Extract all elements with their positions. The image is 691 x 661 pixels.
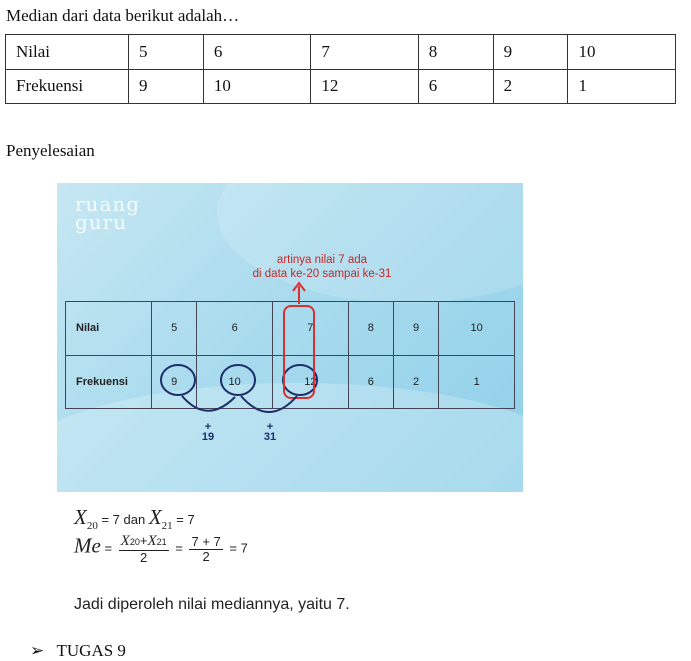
plus-sign: + [204, 421, 212, 433]
frequency-cell: 10 [197, 355, 273, 409]
value-cell: 5 [129, 35, 204, 70]
math-variable: Me [74, 533, 101, 558]
table-row [6, 35, 676, 70]
solution-figure [57, 183, 523, 492]
math-text: dan [123, 512, 146, 527]
math-text: = [175, 540, 183, 556]
math-line-1 [74, 505, 195, 532]
math-text: = 7 [176, 512, 195, 527]
sum-label [259, 422, 281, 442]
math-subscript: 21 [156, 537, 167, 547]
sum-value: 19 [201, 431, 215, 443]
value-cell: 8 [418, 35, 493, 70]
frequency-cell: 9 [152, 355, 197, 409]
figure-annotations [57, 183, 523, 492]
value-cell: 6 [197, 302, 273, 356]
fraction [189, 534, 222, 564]
sum-value: 31 [263, 431, 277, 443]
header-cell: Frekuensi [6, 69, 129, 104]
math-line-2 [74, 533, 248, 565]
math-subscript: 20 [86, 520, 98, 532]
value-cell: 5 [152, 302, 197, 356]
logo-line: ruang [75, 192, 141, 216]
task-label: TUGAS 9 [56, 641, 126, 660]
task-heading [30, 641, 126, 661]
frequency-table [5, 34, 676, 104]
column-highlight [284, 306, 314, 398]
header-cell: Nilai [66, 302, 152, 356]
frequency-cell: 2 [493, 69, 568, 104]
frequency-cell: 6 [348, 355, 393, 409]
table-row [6, 69, 676, 104]
plus-sign: + [266, 421, 274, 433]
circle-highlight [221, 365, 255, 395]
value-cell: 7 [272, 302, 348, 356]
math-text: + [139, 533, 148, 548]
math-variable: X [148, 505, 162, 529]
fraction-numerator [119, 533, 169, 551]
circle-highlight [161, 365, 195, 395]
math-variable: X [74, 505, 87, 529]
math-text: = 7 [229, 540, 248, 556]
logo-line: guru [75, 210, 128, 234]
math-text: = [104, 540, 113, 556]
math-subscript: 20 [129, 537, 140, 547]
sum-arc [182, 396, 235, 411]
solution-heading: Penyelesaian [6, 141, 95, 160]
value-cell: 10 [439, 302, 515, 356]
value-cell: 9 [493, 35, 568, 70]
frequency-cell: 12 [272, 355, 348, 409]
value-cell: 7 [311, 35, 418, 70]
annotation-line: di data ke-20 sampai ke-31 [252, 268, 392, 280]
conclusion-text: Jadi diperoleh nilai mediannya, yaitu 7. [74, 596, 350, 613]
math-variable: X [120, 533, 130, 549]
arrow-bullet-icon: ➢ [30, 641, 45, 660]
value-cell: 10 [568, 35, 676, 70]
fraction-denominator: 2 [140, 550, 148, 565]
annotation-line: artinya nilai 7 ada [276, 254, 368, 266]
math-subscript: 21 [161, 520, 173, 532]
circle-highlight [283, 365, 317, 395]
sum-label [197, 422, 219, 442]
math-text: = 7 [101, 512, 120, 527]
math-variable: X [147, 533, 157, 549]
value-cell: 8 [348, 302, 393, 356]
value-cell: 9 [393, 302, 438, 356]
fraction-numerator: 7 + 7 [191, 534, 221, 549]
question-text: Median dari data berikut adalah… [6, 6, 240, 25]
frequency-cell: 2 [393, 355, 438, 409]
header-cell: Frekuensi [66, 355, 152, 409]
frequency-cell: 1 [568, 69, 676, 104]
value-cell: 6 [203, 35, 310, 70]
frequency-cell: 12 [311, 69, 418, 104]
fraction-denominator: 2 [202, 549, 210, 564]
frequency-cell: 6 [418, 69, 493, 104]
frequency-cell: 9 [129, 69, 204, 104]
header-cell: Nilai [6, 35, 129, 70]
fraction [119, 533, 169, 565]
frequency-cell: 1 [439, 355, 515, 409]
frequency-cell: 10 [203, 69, 310, 104]
